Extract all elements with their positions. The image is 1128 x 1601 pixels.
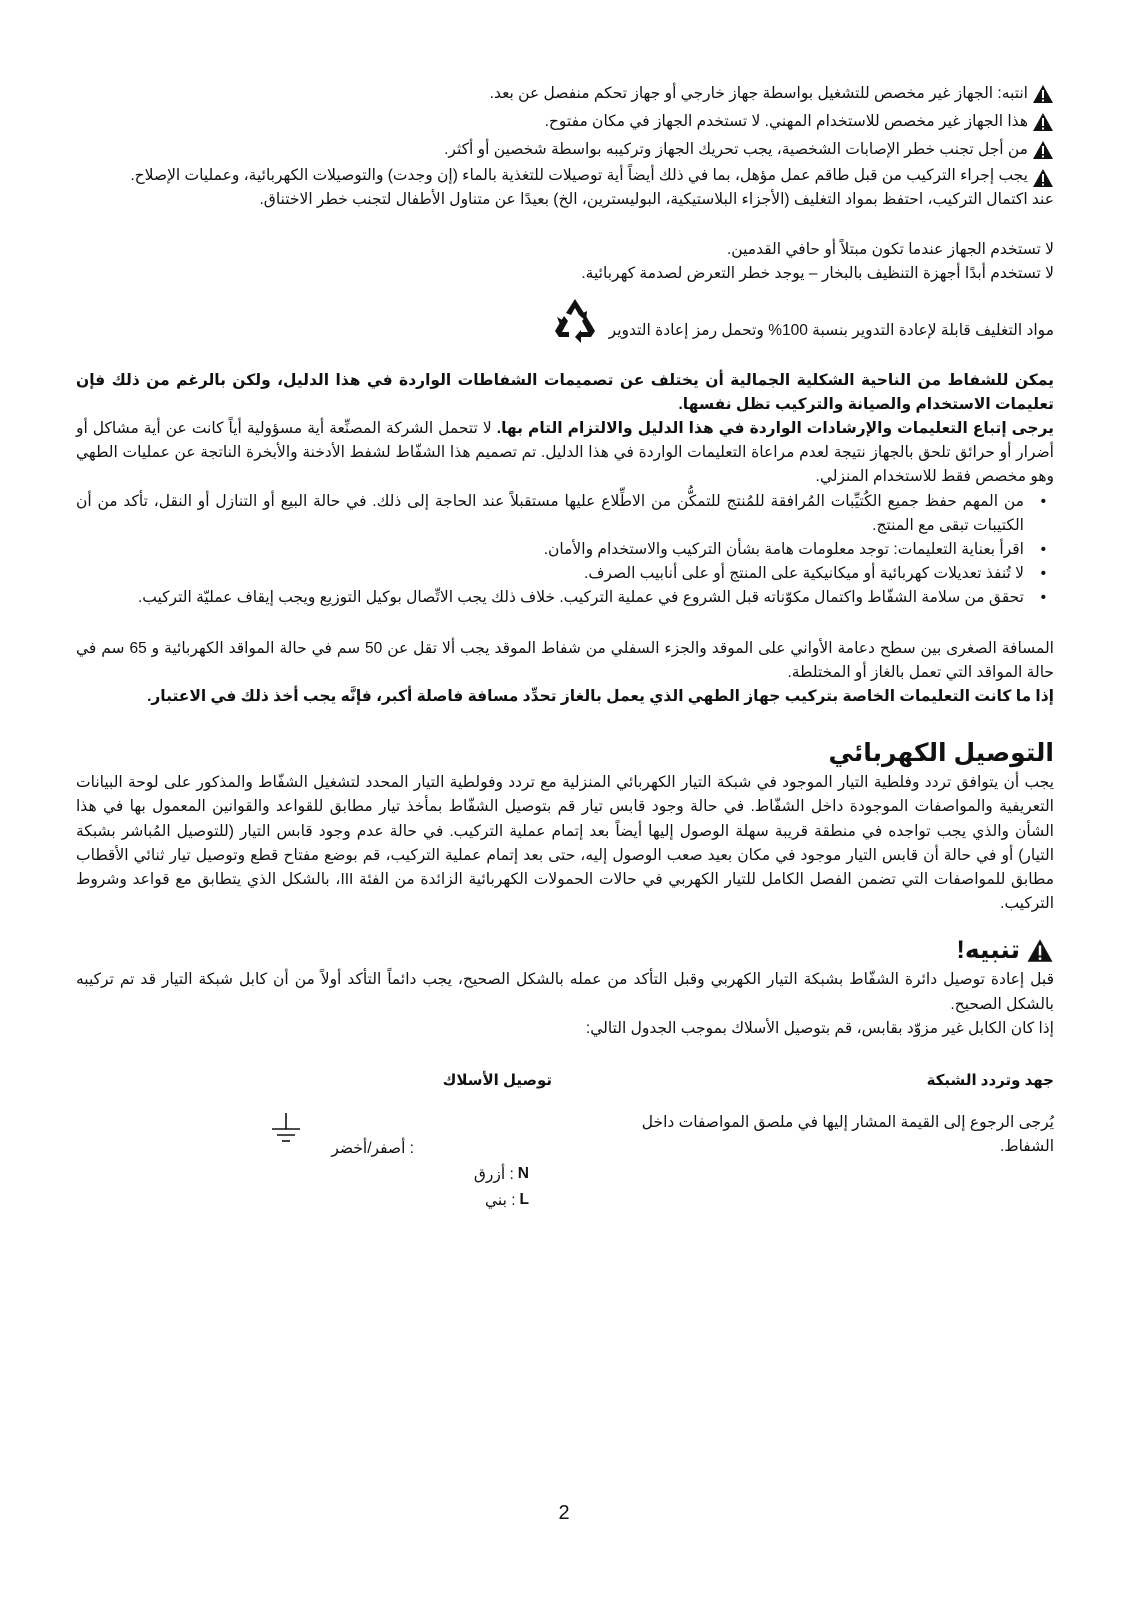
warning-text: انتبه: الجهاز غير مخصص للتشغيل بواسطة جهاز خارجي أو جهاز تحكم منفصل عن بعد. [489, 85, 1028, 102]
wire-live [485, 1191, 529, 1210]
voltage-note: يُرجى الرجوع إلى القيمة المشار إليها في ملصق المواصفات داخل الشفاط. [641, 1114, 1054, 1156]
warning-line-1 [76, 80, 1054, 108]
electrical-heading: التوصيل الكهربائي [828, 739, 1054, 768]
wire-list [76, 1111, 564, 1241]
wire-neutral [474, 1165, 529, 1184]
warning-triangle-icon [1032, 140, 1054, 160]
manual-page [76, 80, 1054, 1241]
warning-line-3 [76, 136, 1054, 164]
wire-ground [331, 1139, 414, 1158]
warning-line-2 [76, 108, 1054, 136]
instructions-bold: يرجى إتباع التعليمات والإرشادات الواردة في هذا الدليل والالتزام التام بها. [496, 420, 1054, 438]
recycle-icon [551, 297, 599, 343]
wire-ground-label: : أصفر/أخضر [331, 1140, 414, 1158]
wire-live-code: L [519, 1191, 529, 1209]
caution-line-1: قبل إعادة توصيل دائرة الشفّاط بشبكة التيار الكهربي وقبل التأكد من عمله بالشكل الصحيح، يجب دائماً التأكد أولاً من أن كابل شبكة التيار قد تم تركيبه بالشكل الصحيح. [76, 971, 1054, 1013]
wiring-column [76, 1071, 584, 1241]
list-item: • تحقق من سلامة الشفّاط واكتمال مكوّناته قبل الشروع في عملية التركيب. خلاف ذلك يجب الاتِّصال بوكيل التوزيع ويجب إيقاف عمليّة التركيب. [76, 586, 1024, 610]
warning-text: هذا الجهاز غير مخصص للاستخدام المهني. لا تستخدم الجهاز في مكان مفتوح. [544, 113, 1028, 130]
warning-triangle-icon [1032, 84, 1054, 104]
instructions-paragraph [76, 417, 1054, 490]
warning-line-4 [76, 164, 1054, 188]
design-note: يمكن للشفاط من الناحية الشكلية الجمالية أن يختلف عن تصميمات الشفاطات الواردة في هذا الدليل، ولكن بالرغم من ذلك فإن تعليمات الاستخدام والصيانة والتركيب تظل نفسها. [76, 371, 1054, 413]
wire-neutral-code: N [517, 1165, 529, 1183]
voltage-column-header: جهد وتردد الشبكة [926, 1072, 1054, 1090]
warning-triangle-icon [1032, 112, 1054, 132]
caution-line-2: إذا كان الكابل غير مزوّد بقابس، قم بتوصيل الأسلاك بموجب الجدول التالي: [585, 1019, 1054, 1037]
list-item: • لا تُنفذ تعديلات كهربائية أو ميكانيكية على المنتج أو على أنابيب الصرف. [76, 562, 1024, 586]
ground-symbol-icon [268, 1111, 304, 1147]
recycle-row [76, 297, 1054, 343]
safety-line-2: لا تستخدم أبدًا أجهزة التنظيف بالبخار – يوجد خطر التعرض لصدمة كهربائية. [581, 265, 1054, 283]
distance-bold: إذا ما كانت التعليمات الخاصة بتركيب جهاز الطهي الذي يعمل بالغاز تحدِّد مسافة فاصلة أكبر، فإنَّه يجب أخذ ذلك في الاعتبار. [147, 688, 1054, 706]
wire-neutral-label: : أزرق [473, 1166, 514, 1184]
electrical-body: يجب أن يتوافق تردد وفلطية التيار الموجود في شبكة التيار الكهربائي المنزلية مع تردد وفولطية التيار المحدد لتشغيل الشفّاط والمذكور على لوحة البيانات التعريفية والمواصفات الموجودة داخل الشفّاط. في حالة وجود قابس تيار قم بتوصيل الشفّاط بمأخذ تيار مطابق للقواعد والقوانين المعمول بها في هذا الشأن والذي يجب تواجده في منطقة قريبة سهلة الوصول إليها أيضاً بعد إتمام عملية التركيب. في حالة عدم وجود قابس التيار (للتوصيل المُباشر بشبكة التيار) أو في حالة أن قابس التيار موجود في مكان بعيد صعب الوصول إليه، حتى بعد إتمام عملية التركيب، قم بوضع مفتاح قطع وتوصيل تيار ثنائي الأقطاب مطابق للمواصفات التي تضمن الفصل الكامل للتيار الكهربي في حالات الحمولات الكهربائية الزائدة من الفئة III، بالشكل الذي يتطابق مع قواعد وشروط التركيب. [76, 774, 1054, 913]
recycle-text: مواد التغليف قابلة لإعادة التدوير بنسبة 100% وتحمل رمز إعادة التدوير [608, 322, 1054, 340]
packaging-note: عند اكتمال التركيب، احتفظ بمواد التغليف (الأجزاء البلاستيكية، البوليسترين، الخ) بعيدًا عن متناول الأطفال لتجنب خطر الاختناق. [259, 191, 1054, 208]
caution-heading: تنبيه! [956, 936, 1020, 965]
safety-line-1: لا تستخدم الجهاز عندما تكون مبتلاً أو حافي القدمين. [726, 241, 1054, 259]
warning-text: يجب إجراء التركيب من قبل طاقم عمل مؤهل، بما في ذلك أيضاً أية توصيلات للتغذية بالماء (إن وجدت) والتوصيلات الكهربائية، وعمليات الإصلاح. [130, 167, 1028, 184]
wiring-column-header: توصيل الأسلاك [442, 1072, 552, 1090]
instructions-text: لا تتحمل الشركة المصنِّعة أية مسؤولية أياً كانت عن أية مشاكل أو أضرار أو حرائق تلحق بالجهاز نتيجة لعدم مراعاة التعليمات الواردة في هذا الدليل. تم تصميم هذا الشفّاط لشفط الأدخنة والأبخرة الناتجة عن عمليات الطهي وهو مخصص فقط للاستخدام المنزلي. [76, 420, 1054, 486]
distance-text: المسافة الصغرى بين سطح دعامة الأواني على الموقد والجزء السفلي من شفاط الموقد يجب ألا تقل عن 50 سم في حالة المواقد الكهربائية و 65 سم في حالة المواقد التي تعمل بالغاز أو المختلطة. [76, 639, 1054, 681]
warning-triangle-icon [1026, 938, 1054, 963]
bullet-list [76, 490, 1054, 611]
warning-triangle-icon [1032, 168, 1054, 188]
caution-heading-row [76, 932, 1054, 968]
voltage-column [584, 1071, 1054, 1241]
list-item: • اقرأ بعناية التعليمات: توجد معلومات هامة بشأن التركيب والاستخدام والأمان. [76, 538, 1024, 562]
wire-live-label: : بني [485, 1192, 516, 1210]
page-number: 2 [558, 1502, 570, 1524]
warning-text: من أجل تجنب خطر الإصابات الشخصية، يجب تحريك الجهاز وتركيبه بواسطة شخصين أو أكثر. [444, 141, 1028, 158]
wiring-table [76, 1071, 1054, 1241]
list-item: • من المهم حفظ جميع الكُتيِّبات المُرافقة للمُنتج للتمكُّن من الاطِّلاع عليها مستقبلاً عند الحاجة إلى ذلك. في حالة البيع أو التنازل أو النقل، تأكد من أن الكتيبات تبقى مع المنتج. [76, 490, 1024, 538]
